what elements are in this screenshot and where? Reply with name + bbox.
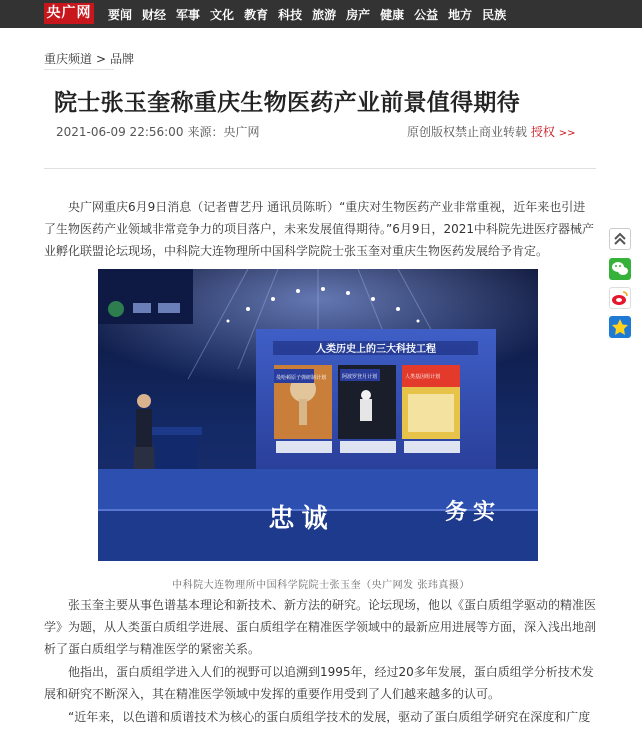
- nav-item-wenhua[interactable]: 文化: [210, 8, 235, 22]
- share-wechat-button[interactable]: [609, 258, 631, 280]
- nav-links: [108, 0, 516, 28]
- nav-item-lvyou[interactable]: 旅游: [312, 8, 337, 22]
- nav-item-yaowen[interactable]: 要闻: [108, 8, 133, 22]
- article-paragraph: 他指出，蛋白质组学进入人们的视野可以追溯到1995年，经过20多年发展，蛋白质组学分析技术发展和研究不断深入，其在精准医学领域中发挥的重要作用受到了人们越来越多的认可。: [44, 665, 594, 701]
- nav-item-junshi[interactable]: 军事: [176, 8, 201, 22]
- panel-label-apollo: 阿波罗登月计划: [342, 374, 378, 380]
- top-nav-bar: [0, 0, 642, 28]
- panel-label-genome: 人类基因组计划: [405, 374, 441, 380]
- nav-item-fangchan[interactable]: 房产: [346, 8, 371, 22]
- nav-item-keji[interactable]: 科技: [278, 8, 303, 22]
- article-title: 院士张玉奎称重庆生物医药产业前景值得期待: [54, 90, 520, 116]
- breadcrumb-channel[interactable]: 重庆频道: [44, 52, 93, 66]
- qzone-star-icon: [609, 316, 631, 338]
- article-source: 来源：央广网: [187, 125, 260, 139]
- double-chevron-up-icon: [610, 229, 630, 249]
- header-divider: [44, 168, 596, 169]
- nav-item-jiaoyu[interactable]: 教育: [244, 8, 269, 22]
- nav-item-minzu[interactable]: 民族: [482, 8, 507, 22]
- copyright-notice: [407, 123, 575, 140]
- nav-item-difang[interactable]: 地方: [448, 8, 473, 22]
- breadcrumb-underline: [44, 69, 114, 70]
- breadcrumb-separator: >: [96, 52, 107, 66]
- authorization-link[interactable]: 授权: [530, 125, 555, 139]
- breadcrumb-section[interactable]: 品牌: [110, 52, 135, 66]
- stage-text-zhongcheng: 忠 诚: [268, 503, 328, 533]
- publish-datetime: 2021-06-09 22:56:00: [56, 125, 184, 139]
- authorization-arrows[interactable]: >>: [558, 128, 576, 139]
- nav-item-jiankang[interactable]: 健康: [380, 8, 405, 22]
- wechat-icon: [609, 258, 631, 280]
- share-weibo-button[interactable]: [609, 287, 631, 309]
- panel-label-manhattan: 曼哈顿原子弹研制计划: [276, 375, 327, 381]
- article-meta: [56, 123, 259, 140]
- copyright-text: 原创版权禁止商业转载: [407, 125, 528, 139]
- article-paragraph: 央广网重庆6月9日消息（记者曹艺丹 通讯员陈昕）“重庆对生物医药产业非常重视，近年来也引进了生物医药产业领域非常竞争力的项目落户，未来发展值得期待。”6月9日，2021中科院先进医疗器械产业孵化联盟论坛现场，中科院大连物理所中国科学院院士张玉奎对重庆生物医药发展给予肯定。: [44, 200, 595, 258]
- article-paragraph: 张玉奎主要从事色谱基本理论和新技术、新方法的研究。论坛现场，他以《蛋白质组学驱动的精准医学》为题，从人类蛋白质组学进展、蛋白质组学在精准医学领域中的最新应用进展等方面，深入浅出地剖析了蛋白质组学与精准医学的紧密关系。: [44, 598, 597, 656]
- back-to-top-button[interactable]: [609, 228, 631, 250]
- site-logo[interactable]: 央广网: [44, 3, 94, 24]
- breadcrumb: [44, 50, 134, 67]
- article-paragraph: “近年来，以色谱和质谱技术为核心的蛋白质组学技术的发展，驱动了蛋白质组学研究在深度和广度: [68, 710, 591, 724]
- share-qzone-button[interactable]: [609, 316, 631, 338]
- slide-title: 人类历史上的三大科技工程: [316, 344, 436, 355]
- article-photo: [98, 269, 538, 561]
- stage-text-wushi: 务 实: [444, 499, 496, 524]
- weibo-icon: [610, 288, 630, 308]
- nav-item-gongyi[interactable]: 公益: [414, 8, 439, 22]
- nav-item-caijing[interactable]: 财经: [142, 8, 167, 22]
- photo-caption: 中科院大连物理所中国科学院院士张玉奎（央广网发 张玮真摄）: [172, 580, 470, 591]
